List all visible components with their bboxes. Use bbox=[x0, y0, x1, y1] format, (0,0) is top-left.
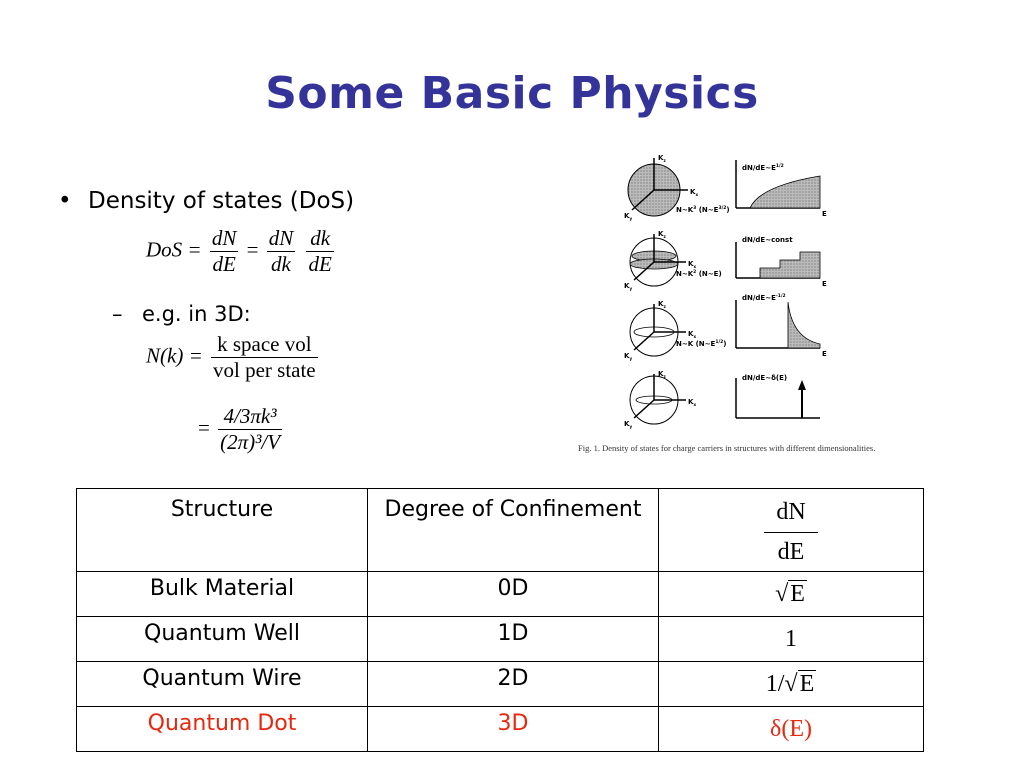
nk-result-equation bbox=[198, 404, 285, 455]
panel-1-label: $dN/dE\sim E^{1/2}$ bbox=[742, 164, 784, 172]
dos-equation bbox=[146, 226, 337, 277]
frac-nk bbox=[211, 332, 318, 383]
frac-num: k space vol bbox=[211, 332, 318, 358]
axis-ky-2: $K_y$ bbox=[624, 282, 633, 291]
axis-e-2: E bbox=[822, 280, 827, 288]
frac-den: (2π)³/V bbox=[220, 430, 281, 454]
panel-3-kn: N~K $(N\sim E^{1/2})$ bbox=[676, 340, 727, 348]
cell-structure: Quantum Well bbox=[77, 617, 368, 662]
equals-sign: = bbox=[198, 415, 210, 440]
sqrt-expression: √E bbox=[775, 580, 805, 607]
table-header-row bbox=[77, 489, 924, 572]
cell-structure: Quantum Dot bbox=[77, 707, 368, 752]
axis-kz-2: $K_z$ bbox=[658, 230, 666, 239]
frac-num: dk bbox=[306, 226, 333, 252]
axis-kz-4: $K_z$ bbox=[658, 370, 666, 379]
bullet-text: Density of states (DoS) bbox=[88, 188, 355, 214]
axis-ky-3: $K_y$ bbox=[624, 352, 633, 361]
frac-dk-de bbox=[306, 226, 333, 277]
cell-structure: Bulk Material bbox=[77, 572, 368, 617]
dos-plot-well bbox=[736, 242, 820, 278]
dos-plot-wire bbox=[736, 300, 820, 348]
bullet-dot: • bbox=[58, 188, 72, 214]
sqrt-expression: √E bbox=[784, 670, 815, 697]
panel-4-label: dN/dE~δ(E) bbox=[742, 374, 788, 382]
header-dn-de bbox=[659, 489, 924, 572]
confinement-table bbox=[76, 488, 924, 752]
axis-e-1: E bbox=[822, 210, 827, 218]
axis-kx-4: $K_x$ bbox=[688, 398, 697, 407]
equals-sign: = bbox=[246, 237, 259, 262]
sub-bullet bbox=[112, 302, 251, 326]
sub-bullet-dash: – bbox=[112, 302, 123, 326]
dos-figure bbox=[574, 152, 884, 472]
sphere-panel-dot bbox=[630, 374, 686, 424]
slide-title: Some Basic Physics bbox=[265, 68, 759, 119]
axis-ky-4: $K_y$ bbox=[624, 420, 633, 429]
header-confinement: Degree of Confinement bbox=[368, 489, 659, 572]
bullet-dos bbox=[58, 188, 354, 214]
frac-num: dN bbox=[764, 499, 817, 533]
sphere-panel-wire bbox=[630, 304, 686, 356]
cell-dos bbox=[659, 572, 924, 617]
frac-den: dE bbox=[777, 538, 805, 565]
frac-num: dN bbox=[268, 226, 294, 250]
axis-kx-3: $K_x$ bbox=[688, 330, 697, 339]
dos-figure-svg bbox=[574, 152, 884, 442]
axis-kx-2: $K_x$ bbox=[688, 260, 697, 269]
axis-kz-1: $K_z$ bbox=[658, 154, 666, 163]
cell-confinement: 0D bbox=[368, 572, 659, 617]
dos-prefix: 1/ bbox=[765, 670, 785, 697]
panel-1-kn: $N\sim K^3$ $(N\sim E^{3/2})$ bbox=[676, 206, 730, 214]
frac-dn-de bbox=[210, 226, 239, 277]
panel-2-kn: $N\sim K^2$ (N~E) bbox=[676, 270, 722, 278]
sub-bullet-text: e.g. in 3D: bbox=[142, 302, 251, 326]
frac-den: dE bbox=[308, 252, 332, 276]
table-row bbox=[77, 572, 924, 617]
sqrt-radicand: E bbox=[790, 580, 805, 607]
frac-dn-dk bbox=[267, 226, 296, 277]
frac-den: dk bbox=[271, 252, 291, 276]
nk-equation bbox=[146, 332, 321, 383]
panel-3-label: $dN/dE\sim E^{-1/2}$ bbox=[742, 294, 786, 302]
cell-confinement: 2D bbox=[368, 662, 659, 707]
figure-caption: Fig. 1. Density of states for charge carriers in structures with different dimensionalities. bbox=[578, 443, 876, 453]
frac-den: dE bbox=[212, 252, 236, 276]
sphere-panel-well bbox=[630, 234, 686, 286]
cell-dos: δ(E) bbox=[659, 707, 924, 752]
frac-num: 4/3πk³ bbox=[218, 404, 282, 430]
cell-dos: 1 bbox=[659, 617, 924, 662]
axis-kz-3: $K_z$ bbox=[658, 300, 666, 309]
dos-plot-dot bbox=[736, 378, 820, 418]
table-row bbox=[77, 707, 924, 752]
axis-e-3: E bbox=[822, 350, 827, 358]
table-row bbox=[77, 617, 924, 662]
sqrt-radicand: E bbox=[799, 670, 815, 697]
dn-de-fraction bbox=[764, 499, 817, 566]
panel-2-label: dN/dE~const bbox=[742, 236, 793, 244]
frac-num: dN bbox=[211, 226, 237, 250]
dos-lhs: DoS = bbox=[146, 237, 202, 262]
cell-confinement: 1D bbox=[368, 617, 659, 662]
table-row bbox=[77, 662, 924, 707]
frac-sphere bbox=[218, 404, 282, 455]
cell-dos bbox=[659, 662, 924, 707]
axis-ky-1: $K_y$ bbox=[624, 212, 633, 221]
cell-structure: Quantum Wire bbox=[77, 662, 368, 707]
axis-kx-1: $K_x$ bbox=[690, 188, 699, 197]
cell-confinement: 3D bbox=[368, 707, 659, 752]
nk-lhs: N(k) = bbox=[146, 343, 203, 368]
header-structure: Structure bbox=[77, 489, 368, 572]
frac-den: vol per state bbox=[213, 358, 316, 382]
